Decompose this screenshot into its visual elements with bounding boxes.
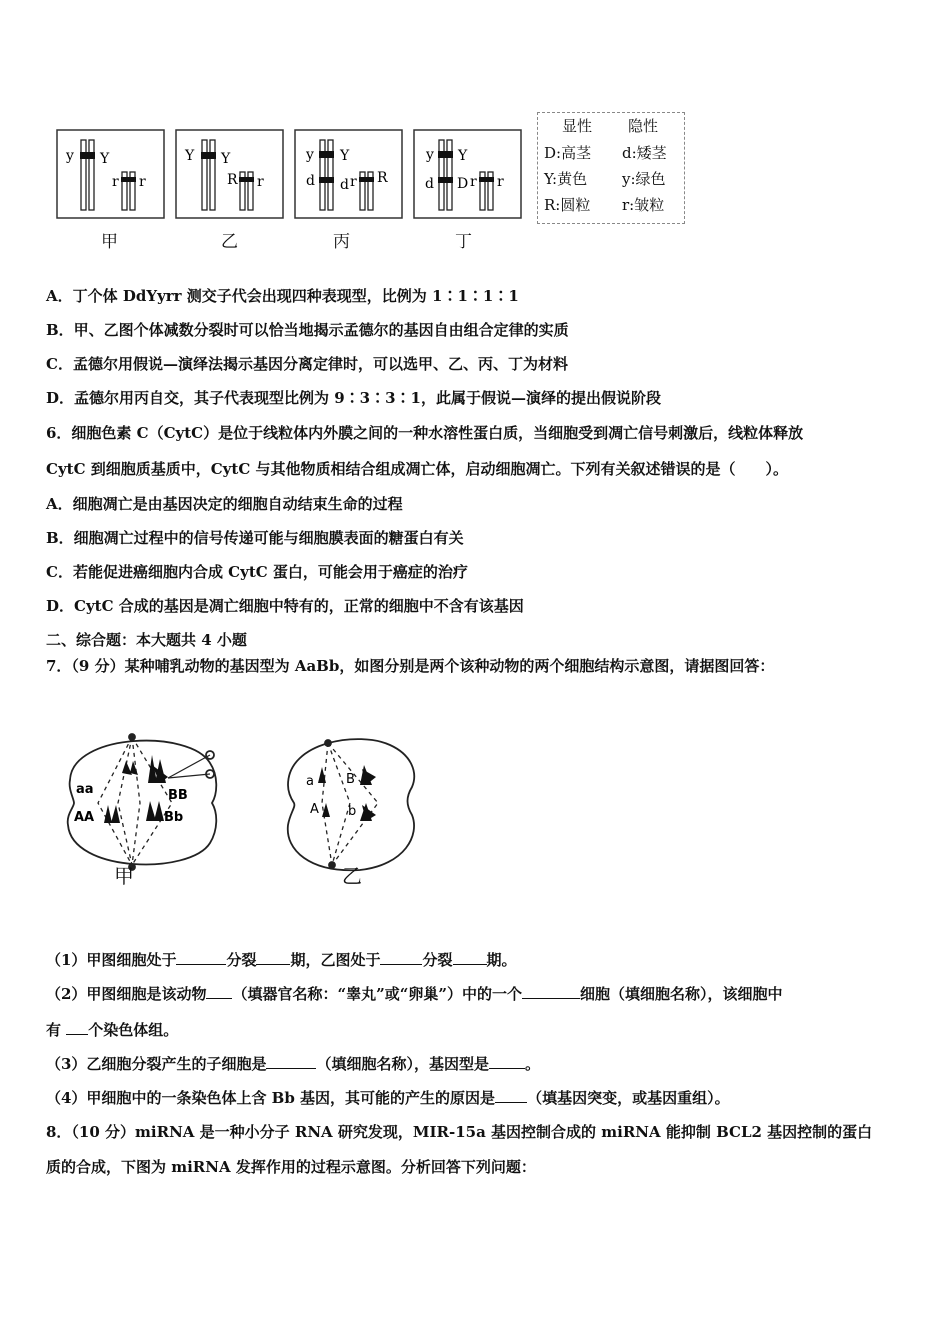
q6-stem-2: CytC 到细胞质基质中，CytC 与其他物质相结合组成凋亡体，启动细胞凋亡。下列有关叙述错误的是（ ）。 <box>46 460 788 478</box>
svg-text:d: d <box>340 177 349 193</box>
svg-text:y: y <box>306 147 314 163</box>
caption-ding: 丁 <box>455 232 472 252</box>
svg-text:aa: aa <box>76 782 94 797</box>
q6-option-b: B．细胞凋亡过程中的信号传递可能与细胞膜表面的糖蛋白有关 <box>46 529 464 547</box>
svg-text:A: A <box>310 802 319 817</box>
svg-text:r: r <box>112 174 119 190</box>
svg-text:Y: Y <box>221 151 231 167</box>
trait-legend <box>537 112 685 224</box>
legend-dom-1: D:高茎 <box>544 144 592 162</box>
q6-stem-1: 6．细胞色素 C（CytC）是位于线粒体内外膜之间的一种水溶性蛋白质，当细胞受到凋亡信号刺激后，线粒体释放 <box>46 424 804 442</box>
q6-option-a: A．细胞凋亡是由基因决定的细胞自动结束生命的过程 <box>46 495 403 513</box>
cell-caption-yi: 乙 <box>342 864 362 888</box>
svg-text:Y: Y <box>458 148 468 164</box>
caption-jia: 甲 <box>101 232 118 252</box>
q5-option-d: D．孟德尔用丙自交，其子代表现型比例为 9∶3∶3∶1，此属于假说—演绎的提出假说阶段 <box>46 389 661 407</box>
svg-text:R: R <box>227 172 238 188</box>
q5-option-a: A．丁个体 DdYyrr 测交子代会出现四种表现型，比例为 1∶1∶1∶1 <box>46 287 519 305</box>
box-yi <box>184 140 264 210</box>
svg-text:R: R <box>377 170 388 186</box>
svg-text:r: r <box>257 174 264 190</box>
svg-text:r: r <box>470 174 477 190</box>
caption-yi: 乙 <box>221 232 238 252</box>
q5-option-b: B．甲、乙图个体减数分裂时可以恰当地揭示孟德尔的基因自由组合定律的实质 <box>46 321 569 339</box>
legend-rec-3: r:皱粒 <box>622 196 665 214</box>
q5-option-c: C．孟德尔用假说—演绎法揭示基因分离定律时，可以选甲、乙、丙、丁为材料 <box>46 355 568 373</box>
legend-header-dominant: 显性 <box>562 117 593 135</box>
q6-option-d: D．CytC 合成的基因是凋亡细胞中特有的，正常的细胞中不含有该基因 <box>46 597 524 615</box>
q7-sub4: （4）甲细胞中的一条染色体上含 Bb 基因，其可能的产生的原因是 （填基因突变，或基因重组）。 <box>46 1089 730 1107</box>
svg-text:b: b <box>348 804 357 819</box>
q7-sub1: （1）甲图细胞处于 分裂 期，乙图处于 分裂 期。 <box>46 951 517 969</box>
legend-header-recessive: 隐性 <box>628 117 659 135</box>
svg-text:Bb: Bb <box>164 810 184 825</box>
svg-text:BB: BB <box>168 788 188 803</box>
svg-text:r: r <box>497 174 504 190</box>
box-jia <box>65 140 146 210</box>
svg-text:Y: Y <box>100 151 110 167</box>
q6-option-c: C．若能促进癌细胞内合成 CytC 蛋白，可能会用于癌症的治疗 <box>46 563 468 581</box>
q7-stem: 7．（9 分）某种哺乳动物的基因型为 AaBb，如图分别是两个该种动物的两个细胞结构示意图，请据图回答： <box>46 657 775 675</box>
chromosome-figure <box>54 126 526 226</box>
svg-text:AA: AA <box>74 810 95 825</box>
svg-text:B: B <box>346 772 355 787</box>
legend-dom-3: R:圆粒 <box>544 196 591 214</box>
box-ding <box>425 140 504 210</box>
legend-rec-2: y:绿色 <box>622 170 666 188</box>
legend-dom-2: Y:黄色 <box>544 170 588 188</box>
svg-text:y: y <box>426 147 434 163</box>
q7-sub3: （3）乙细胞分裂产生的子细胞是 （填细胞名称），基因型是 。 <box>46 1055 540 1073</box>
svg-text:r: r <box>350 174 357 190</box>
cell-jia <box>68 734 217 870</box>
cell-caption-jia: 甲 <box>114 864 134 888</box>
svg-text:d: d <box>306 173 315 189</box>
q8-line-1: 8．（10 分）miRNA 是一种小分子 RNA 研究发现，MIR-15a 基因控制合成的 miRNA 能抑制 BCL2 基因控制的蛋白 <box>46 1123 873 1141</box>
svg-text:Y: Y <box>185 148 195 164</box>
svg-text:y: y <box>66 148 74 164</box>
legend-rec-1: d:矮茎 <box>622 144 667 162</box>
box-bing <box>305 140 388 210</box>
q7-sub2: （2）甲图细胞是该动物 （填器官名称：“睾丸”或“卵巢”）中的一个 细胞（填细胞名称），该细胞中 <box>46 985 783 1003</box>
svg-text:a: a <box>306 774 314 789</box>
q7-sub2-cont: 有 个染色体组。 <box>46 1021 179 1039</box>
section-heading: 二、综合题：本大题共 4 小题 <box>46 631 247 649</box>
svg-text:r: r <box>139 174 146 190</box>
caption-bing: 丙 <box>333 232 350 252</box>
q8-line-2: 质的合成，下图为 miRNA 发挥作用的过程示意图。分析回答下列问题： <box>46 1158 536 1176</box>
svg-text:d: d <box>425 176 434 192</box>
svg-text:D: D <box>457 176 469 192</box>
svg-text:Y: Y <box>340 148 350 164</box>
